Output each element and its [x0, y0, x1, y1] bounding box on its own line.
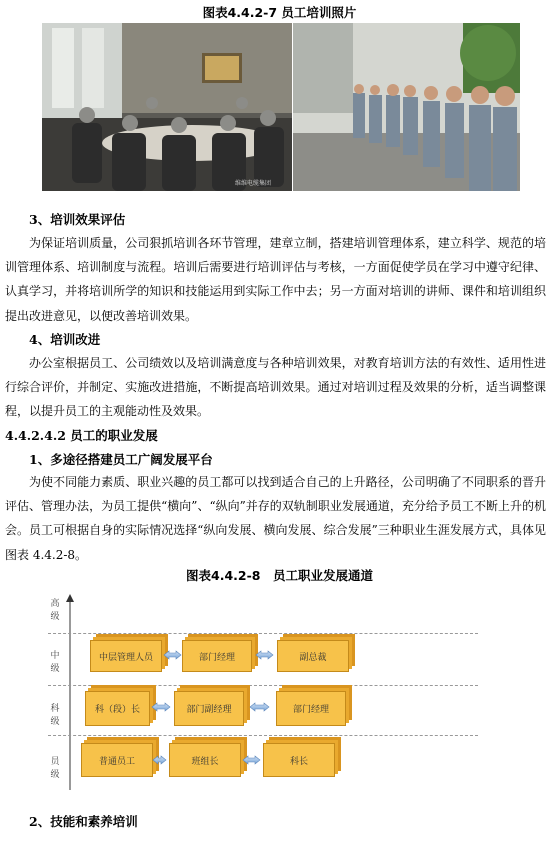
career-arrows — [0, 588, 559, 793]
double-arrow-icon — [256, 651, 273, 659]
heading-skill-training: 2、技能和素养培训 — [29, 814, 138, 829]
heading-development-platform: 1、多途径搭建员工广阔发展平台 — [29, 452, 213, 467]
level-label-middle: 中 级 — [50, 651, 60, 674]
level-label-staff: 员 级 — [50, 757, 60, 780]
career-box-section-chief: 科（段）长 — [85, 691, 150, 726]
double-arrow-icon — [152, 703, 170, 711]
career-path-diagram — [0, 588, 559, 793]
workers-lineup-illustration — [293, 23, 520, 191]
photo-watermark: 维维电缆集团 — [235, 180, 272, 187]
double-arrow-icon — [153, 756, 166, 764]
double-arrow-icon — [164, 651, 181, 659]
double-arrow-icon — [250, 703, 269, 711]
career-box-regular-employee: 普通员工 — [81, 743, 153, 777]
heading-training-improvement: 4、培训改进 — [29, 332, 101, 347]
training-room-photo — [42, 23, 292, 191]
career-box-team-leader: 班组长 — [169, 743, 241, 777]
level-label-senior: 高 级 — [50, 599, 60, 622]
figure-caption-career-path: 图表4.4.2-8 员工职业发展通道 — [186, 568, 373, 583]
figure-caption-photos: 图表4.4.2-7 员工培训照片 — [202, 5, 357, 20]
career-box-department-manager-2: 部门经理 — [276, 691, 346, 726]
heading-training-evaluation: 3、培训效果评估 — [29, 212, 126, 227]
paragraph-training-evaluation: 为保证培训质量，公司狠抓培训各环节管理，建章立制，搭建培训管理体系，建立科学、规范的培训管理体系、培训制度与流程。培训后需要进行培训评估与考核，一方面促使学员在学习中遵守纪律、认真学习，并将培训所学的知识和技能运用到实际工作中去；另一方面对培训的讲师、课件和培训组织提出改进意见，以便改善培训效果。 — [5, 236, 546, 323]
career-box-vice-president: 副总裁 — [277, 640, 349, 672]
career-box-middle-manager: 中层管理人员 — [90, 640, 162, 672]
career-box-department-manager: 部门经理 — [182, 640, 252, 672]
paragraph-training-improvement: 办公室根据员工、公司绩效以及培训满意度与各种培训效果，对教育培训方法的有效性、适用性进行综合评价，并制定、实施改进措施，不断提高培训效果。通过对培训过程及效果的分析，适当调整课程，以提升员工的主观能动性及效果。 — [5, 356, 546, 419]
training-room-illustration — [42, 23, 292, 191]
career-box-section-head: 科长 — [263, 743, 335, 777]
workers-lineup-photo — [293, 23, 520, 191]
level-label-section: 科 级 — [50, 704, 60, 727]
heading-career-development: 4.4.2.4.2 员工的职业发展 — [5, 428, 158, 443]
career-box-deputy-department-manager: 部门副经理 — [174, 691, 244, 726]
double-arrow-icon — [243, 756, 260, 764]
paragraph-development-platform: 为使不同能力素质、职业兴趣的员工都可以找到适合自己的上升路径，公司明确了不同职系的晋升评估、管理办法，为员工提供“横向”、“纵向”并存的双轨制职业发展通道，充分给予员工不断上升的机会。员工可根据自身的实际情况选择“纵向发展、横向发展、综合发展”三种职业生涯发展方式，具体见图表 4.4.2-8。 — [5, 475, 546, 562]
